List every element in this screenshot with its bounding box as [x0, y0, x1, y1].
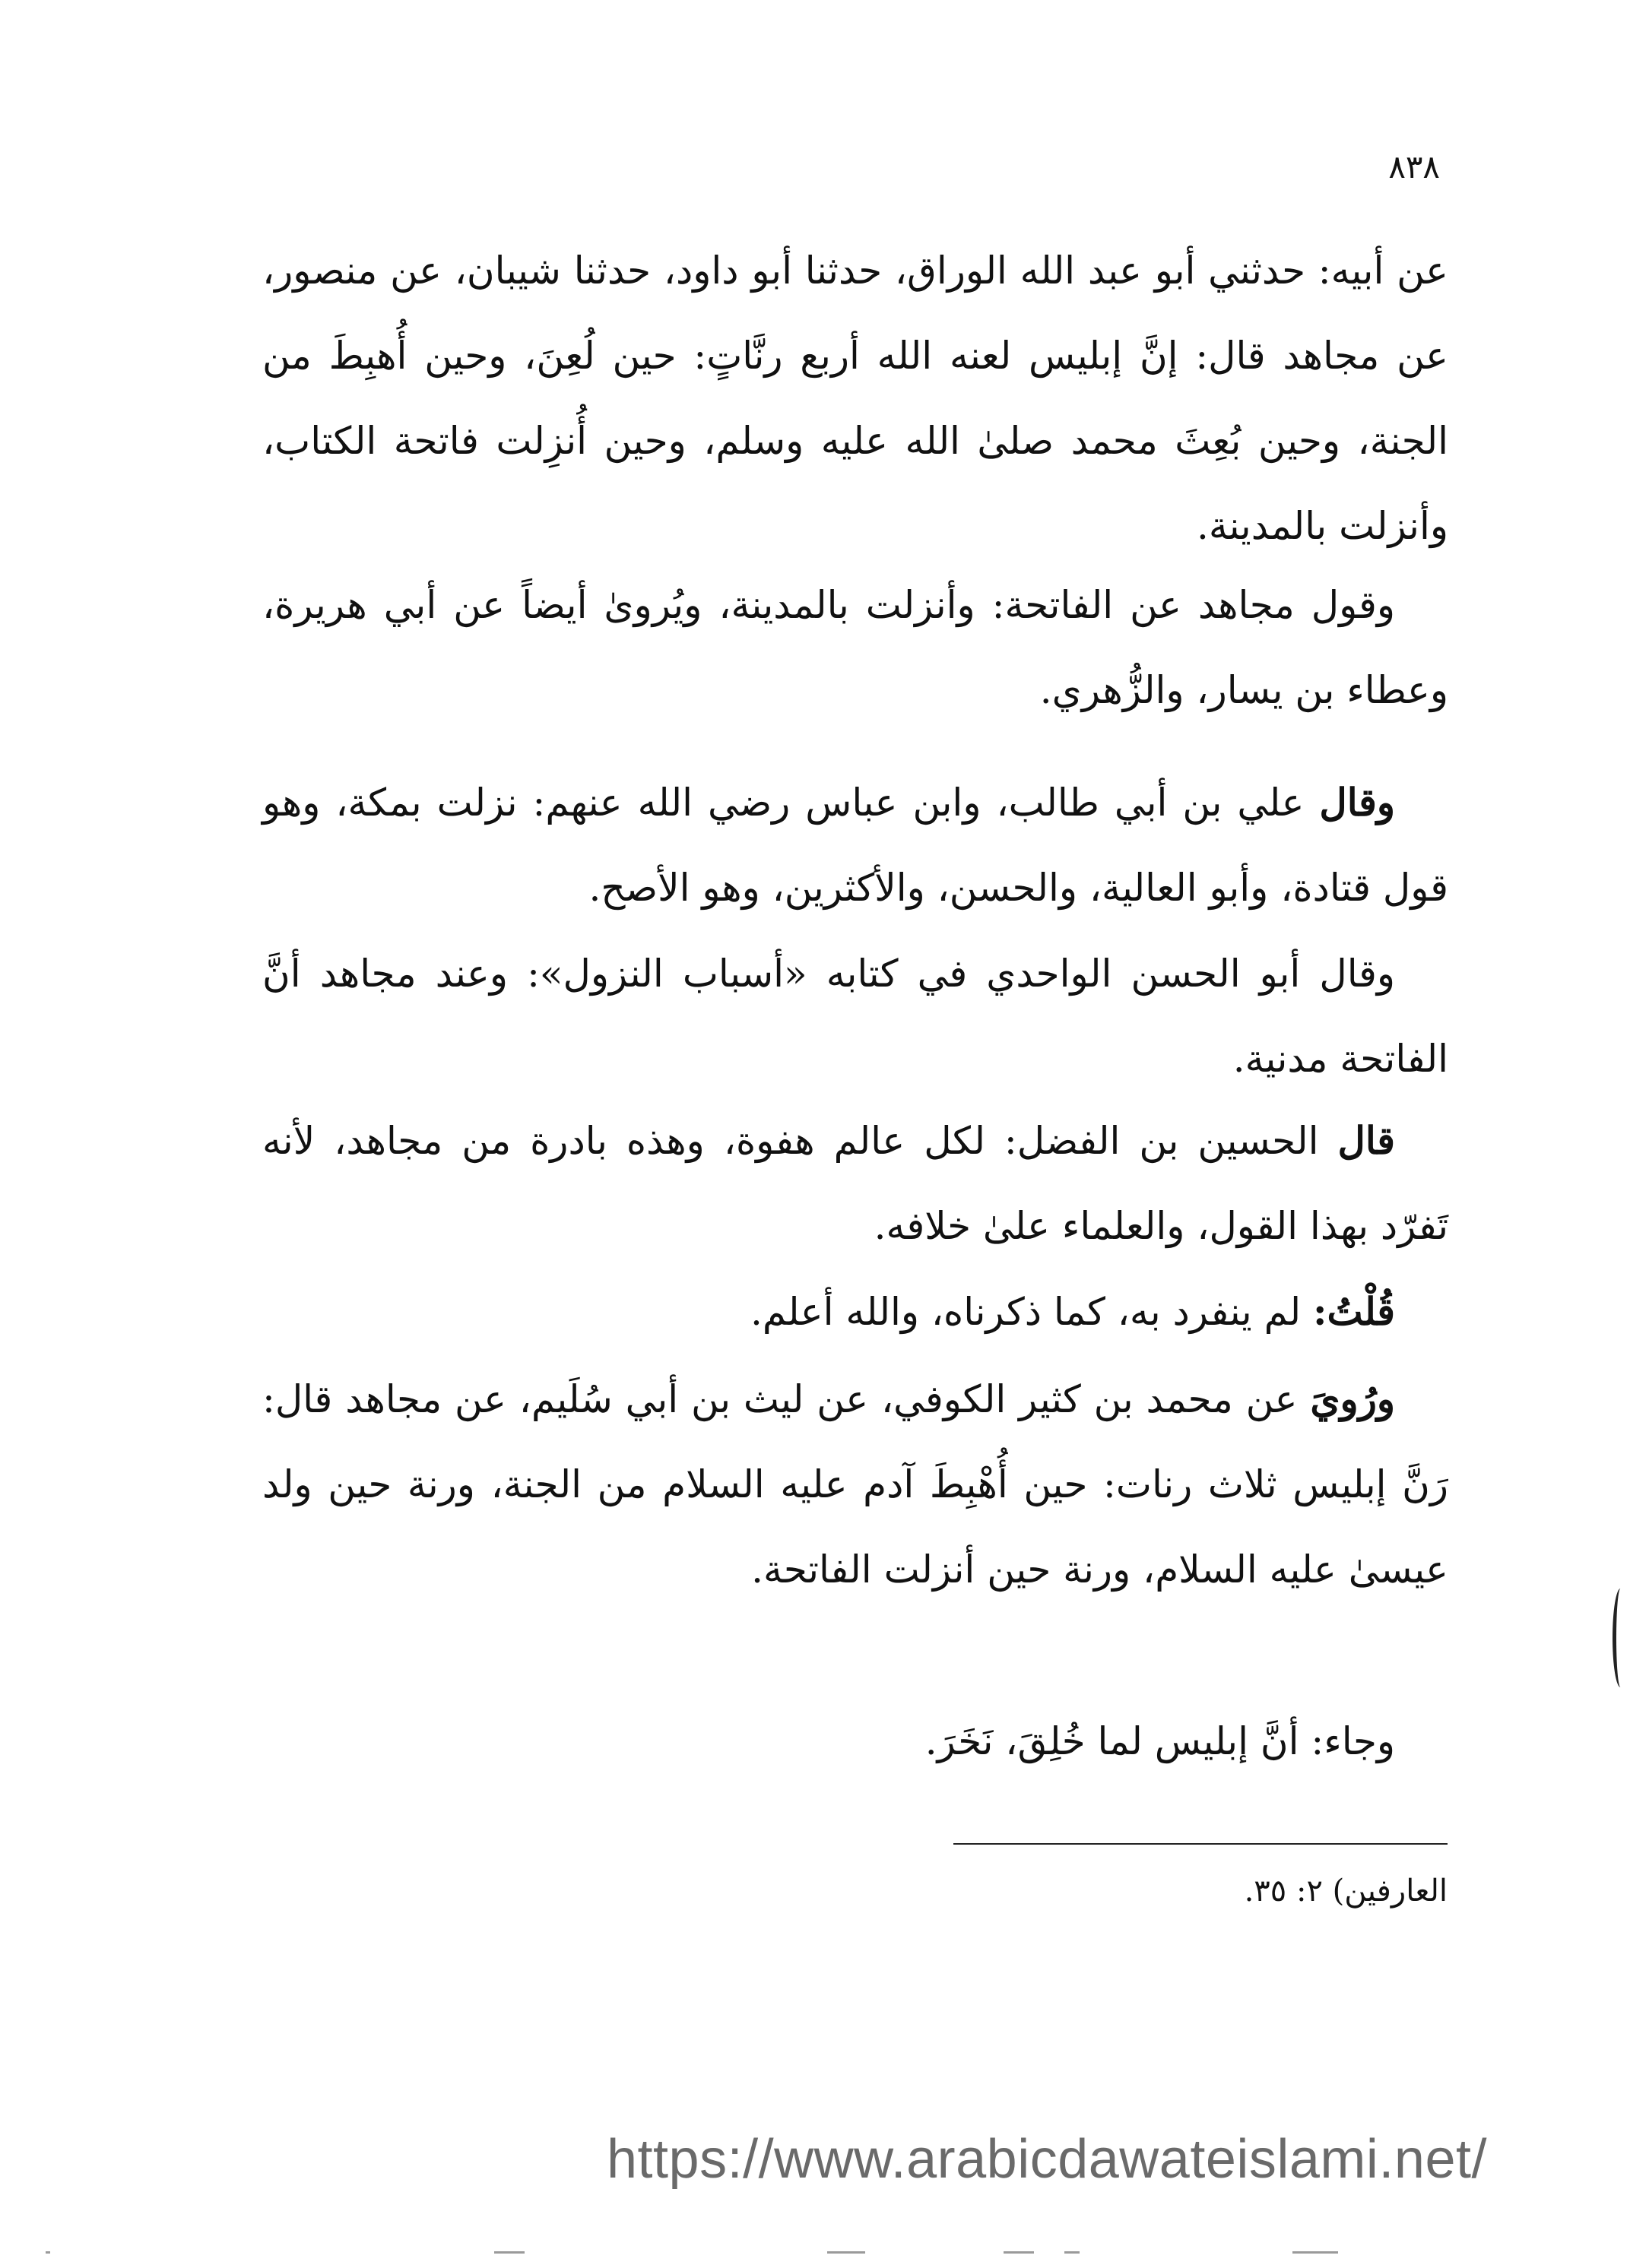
- paragraph-3-text: علي بن أبي طالب، وابن عباس رضي الله عنهم: نزلت بمكة، وهو قول قتادة، وأبو العالية، والحسن، والأكثرين، وهو الأصح.: [262, 781, 1448, 910]
- paragraph-7-lead: ورُويَ: [1310, 1376, 1395, 1421]
- watermark-url: https://www.arabicdawateislami.net/: [606, 2129, 1487, 2190]
- paragraph-4: [262, 931, 1448, 1101]
- paragraph-2-text: وقول مجاهد عن الفاتحة: وأنزلت بالمدينة، ويُروىٰ أيضاً عن أبي هريرة، وعطاء بن يسار، والزُّهري.: [262, 583, 1448, 712]
- paragraph-6-lead: قُلْتُ:: [1312, 1289, 1395, 1334]
- paragraph-6-text: لم ينفرد به، كما ذكرناه، والله أعلم.: [750, 1290, 1313, 1334]
- paragraph-5-lead: قال: [1337, 1118, 1395, 1163]
- paragraph-4-text: وقال أبو الحسن الواحدي في كتابه «أسباب النزول»: وعند مجاهد أنَّ الفاتحة مدنية.: [262, 952, 1448, 1081]
- scan-bottom-marks: [0, 2248, 1630, 2257]
- footnote-divider: [953, 1843, 1448, 1845]
- paragraph-8-text: وجاء: أنَّ إبليس لما خُلِقَ، نَخَرَ.: [924, 1719, 1395, 1763]
- paragraph-2: [262, 562, 1448, 733]
- page-number: ٨٣٨: [1388, 148, 1440, 185]
- paragraph-5-text: الحسين بن الفضل: لكل عالم هفوة، وهذه بادرة من مجاهد، لأنه تَفرّد بهذا القول، والعلماء علىٰ خلافه.: [262, 1119, 1448, 1248]
- paragraph-6: [262, 1269, 1448, 1354]
- paragraph-1-text: عن أبيه: حدثني أبو عبد الله الوراق، حدثنا أبو داود، حدثنا شيبان، عن منصور، عن مجاهد قال: إنَّ إبليس لعنه الله أربع رنَّاتٍ: حين لُعِنَ، وحين أُهبِطَ من الجنة، وحين بُعِثَ محمد صلىٰ الله عليه وسلم، وحين أُنزِلت فاتحة الكتاب، وأنزلت بالمدينة.: [262, 249, 1448, 548]
- paragraph-5: [262, 1098, 1448, 1269]
- scan-edge-mark: [1613, 1589, 1628, 1687]
- paragraph-1: [262, 228, 1448, 569]
- footnote: العارفين) ٢: ٣٥.: [1244, 1874, 1448, 1908]
- paragraph-3-lead: وقال: [1319, 780, 1395, 825]
- paragraph-7: [262, 1357, 1448, 1612]
- paragraph-7-text: عن محمد بن كثير الكوفي، عن ليث بن أبي سُلَيم، عن مجاهد قال: رَنَّ إبليس ثلاث رنات: حين أُهْبِطَ آدم عليه السلام من الجنة، ورنة حين ولد عيسىٰ عليه السلام، ورنة حين أنزلت الفاتحة.: [262, 1377, 1448, 1592]
- paragraph-3: [262, 760, 1448, 930]
- paragraph-8: [262, 1699, 1448, 1784]
